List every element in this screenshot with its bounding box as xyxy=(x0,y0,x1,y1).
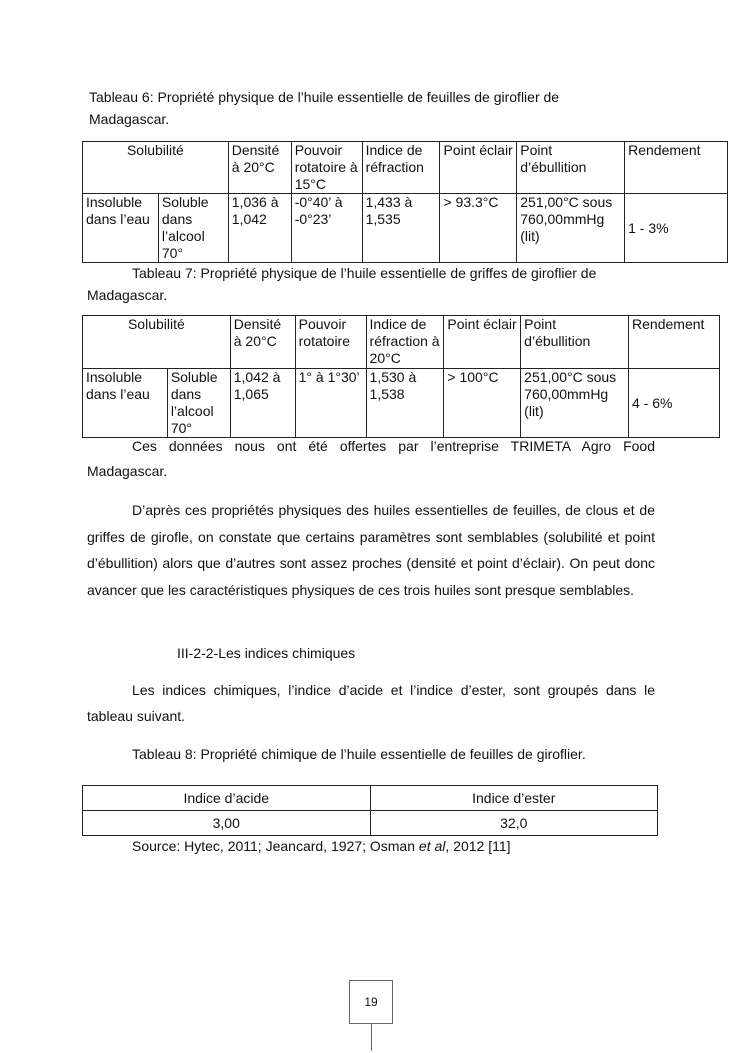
source-et-al: et al xyxy=(418,838,446,854)
source-suffix: , 2012 [11] xyxy=(445,838,511,854)
table7-data-row xyxy=(83,369,720,438)
table6-header-rendement: Rendement xyxy=(625,142,728,194)
paragraph-chemical-intro: Les indices chimiques, l’indice d’acide et l’indice d’ester, sont groupés dans le tableau suivant. xyxy=(87,682,655,724)
table6-cell-pouvoir: -0°40’ à -0°23’ xyxy=(291,194,362,263)
table6-cell-eclair: > 93.3°C xyxy=(440,194,517,263)
table7-cell-indice: 1,530 à 1,538 xyxy=(366,369,444,438)
table6-header-ebullition: Point d’ébullition xyxy=(517,142,625,194)
page-number-box xyxy=(349,980,393,1024)
source-citation xyxy=(132,838,511,854)
table8-header-ester: Indice d’ester xyxy=(370,786,658,811)
paragraph-comparison: D’après ces propriétés physiques des huiles essentielles de feuilles, de clous et de griffes de girofle, on constate que certains paramètres sont semblables (solubilité et point d’ébullition) alors que d’autres sont assez proches (densité et point d’éclair). On peut donc avancer que les caractéristiques physiques de ces trois huiles sont presque semblables. xyxy=(87,502,655,598)
table6-header-eclair: Point éclair xyxy=(440,142,517,194)
table7-cell-ebullition: 251,00°C sous 760,00mmHg (lit) xyxy=(521,369,629,438)
table6-cell-soluble: Soluble dans l’alcool 70° xyxy=(158,194,228,263)
table8-cell-acide: 3,00 xyxy=(83,811,371,836)
table7-header-row xyxy=(83,316,720,369)
table7-header-pouvoir: Pouvoir rotatoire xyxy=(295,316,366,369)
table8-data-row xyxy=(83,811,658,836)
table8-caption: Tableau 8: Propriété chimique de l’huile essentielle de feuilles de giroflier. xyxy=(132,746,586,762)
table8-header-acide: Indice d’acide xyxy=(83,786,371,811)
table6-header-indice: Indice de réfraction xyxy=(362,142,440,194)
table7-cell-soluble: Soluble dans l’alcool 70° xyxy=(167,369,230,438)
table7-header-rendement: Rendement xyxy=(629,316,720,369)
table6-cell-ebullition: 251,00°C sous 760,00mmHg (lit) xyxy=(517,194,625,263)
table8 xyxy=(82,785,658,836)
table7-cell-rendement: 4 - 6% xyxy=(629,369,720,438)
table6-caption: Tableau 6: Propriété physique de l’huile essentielle de feuilles de giroflier de Madagascar. xyxy=(89,89,560,127)
section-heading: III-2-2-Les indices chimiques xyxy=(177,645,356,661)
table6-cell-insoluble: Insoluble dans l’eau xyxy=(83,194,159,263)
table7-cell-insoluble: Insoluble dans l’eau xyxy=(83,369,168,438)
table7-header-ebullition: Point d’ébullition xyxy=(521,316,629,369)
table7-header-solubilite: Solubilité xyxy=(83,316,231,369)
table7-cell-pouvoir: 1° à 1°30’ xyxy=(295,369,366,438)
table7-cell-eclair: > 100°C xyxy=(444,369,521,438)
table8-cell-ester: 32,0 xyxy=(370,811,658,836)
table7-header-indice: Indice de réfraction à 20°C xyxy=(366,316,444,369)
table7-cell-densite: 1,042 à 1,065 xyxy=(230,369,295,438)
table6-header-solubilite: Solubilité xyxy=(83,142,229,194)
page-number-line xyxy=(371,1023,372,1051)
table6-cell-rendement: 1 - 3% xyxy=(625,194,728,263)
paragraph-source-trimeta: Ces données nous ont été offertes par l’entreprise TRIMETA Agro Food Madagascar. xyxy=(87,438,655,479)
table7-caption: Tableau 7: Propriété physique de l’huile essentielle de griffes de giroflier de Madagascar. xyxy=(87,265,597,303)
table6-header-pouvoir: Pouvoir rotatoire à 15°C xyxy=(291,142,362,194)
table7-header-eclair: Point éclair xyxy=(444,316,521,369)
table8-header-row xyxy=(83,786,658,811)
table6-header-row xyxy=(83,142,728,194)
table6-cell-indice: 1,433 à 1,535 xyxy=(362,194,440,263)
table6 xyxy=(82,141,728,263)
page-number: 19 xyxy=(364,995,378,1009)
table7-header-densite: Densité à 20°C xyxy=(230,316,295,369)
table7 xyxy=(82,315,720,438)
table6-header-densite: Densité à 20°C xyxy=(228,142,291,194)
table6-data-row xyxy=(83,194,728,263)
table6-cell-densite: 1,036 à 1,042 xyxy=(228,194,291,263)
source-prefix: Source: Hytec, 2011; Jeancard, 1927; Osman xyxy=(132,838,419,854)
